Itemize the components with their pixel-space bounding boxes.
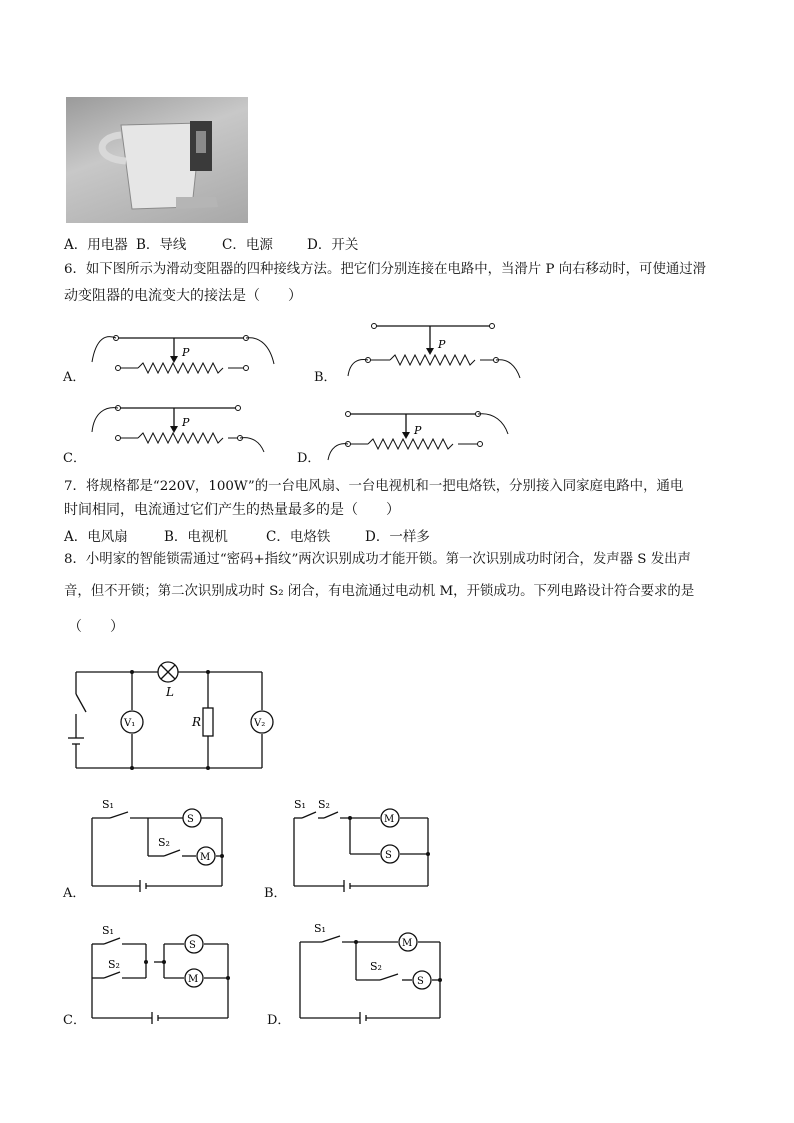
- circuit-option-a: [86, 796, 232, 894]
- q7-option-c: C．电烙铁: [266, 529, 331, 545]
- motor-label-d: M: [402, 938, 413, 949]
- slider-label-c: P: [182, 416, 190, 429]
- circuit-option-c: [88, 922, 238, 1026]
- q8-label-d: D．: [267, 1013, 291, 1028]
- q6-label-a: A．: [63, 370, 86, 385]
- sounder-label-a: S: [187, 814, 194, 825]
- mug-illustration: [66, 97, 248, 223]
- motor-label-a: M: [200, 852, 211, 863]
- switch-s1-label-c: S₁: [102, 924, 114, 937]
- q8-label-a: A．: [63, 886, 86, 901]
- q5-option-b: B．导线: [136, 237, 187, 253]
- q8-label-c: C．: [63, 1013, 86, 1028]
- voltmeter-1-label: V₁: [124, 718, 136, 729]
- reference-circuit-diagram: [66, 656, 286, 776]
- q6-label-b: B．: [314, 370, 337, 385]
- q5-option-c: C．电源: [222, 237, 273, 253]
- q8-stem-line2: 音，但不开锁；第二次识别成功时 S₂ 闭合，有电流通过电动机 M，开锁成功。下列电路设计符合要求的是: [64, 584, 695, 599]
- rheostat-diagram-d: [322, 404, 518, 466]
- q7-stem-line2: 时间相同，电流通过它们产生的热量最多的是（ ）: [64, 502, 400, 518]
- q6-stem-line1: 6．如下图所示为滑动变阻器的四种接线方法。把它们分别连接在电路中，当滑片 P 向右移动时，可使通过滑: [64, 262, 707, 277]
- q8-label-b: B．: [264, 886, 287, 901]
- switch-s2-label-d: S₂: [370, 960, 382, 973]
- voltmeter-2-label: V₂: [254, 718, 266, 729]
- switch-s1-label-d: S₁: [314, 922, 326, 935]
- q7-option-d: D．一样多: [365, 529, 430, 545]
- sounder-label-b: S: [385, 850, 392, 861]
- motor-label-c: M: [188, 974, 199, 985]
- q7-option-b: B．电视机: [164, 529, 228, 545]
- rheostat-diagram-c: [88, 398, 268, 454]
- slider-label-b: P: [438, 338, 446, 351]
- q6-stem-line2: 动变阻器的电流变大的接法是（ ）: [64, 288, 302, 304]
- q8-stem-line3: （ ）: [68, 619, 124, 635]
- rheostat-diagram-a: [88, 326, 280, 382]
- circuit-option-b: [288, 796, 436, 894]
- switch-s2-label-b: S₂: [318, 798, 330, 811]
- mug-photo: [66, 97, 248, 223]
- q5-option-d: D．开关: [307, 237, 359, 253]
- q8-stem-line1: 8．小明家的智能锁需通过“密码+指纹”两次识别成功才能开锁。第一次识别成功时闭合，发声器 S 发出声: [64, 552, 691, 567]
- q7-option-a: A．电风扇: [64, 529, 128, 545]
- rheostat-diagram-b: [340, 316, 524, 382]
- slider-label-d: P: [414, 424, 422, 437]
- switch-s1-label-b: S₁: [294, 798, 306, 811]
- switch-s1-label-a: S₁: [102, 798, 114, 811]
- resistor-label: R: [192, 715, 202, 729]
- lamp-label: L: [166, 685, 174, 699]
- q7-stem-line1: 7．将规格都是“220V，100W”的一台电风扇、一台电视机和一把电烙铁，分别接入同家庭电路中，通电: [64, 479, 684, 494]
- switch-s2-label-c: S₂: [108, 958, 120, 971]
- q6-label-c: C．: [63, 451, 86, 466]
- switch-s2-label-a: S₂: [158, 836, 170, 849]
- sounder-label-d: S: [417, 976, 424, 987]
- q5-option-a: A．用电器: [64, 237, 128, 253]
- circuit-option-d: [294, 918, 450, 1026]
- q6-label-d: D．: [297, 451, 321, 466]
- motor-label-b: M: [384, 814, 395, 825]
- sounder-label-c: S: [189, 940, 196, 951]
- slider-label-a: P: [182, 346, 190, 359]
